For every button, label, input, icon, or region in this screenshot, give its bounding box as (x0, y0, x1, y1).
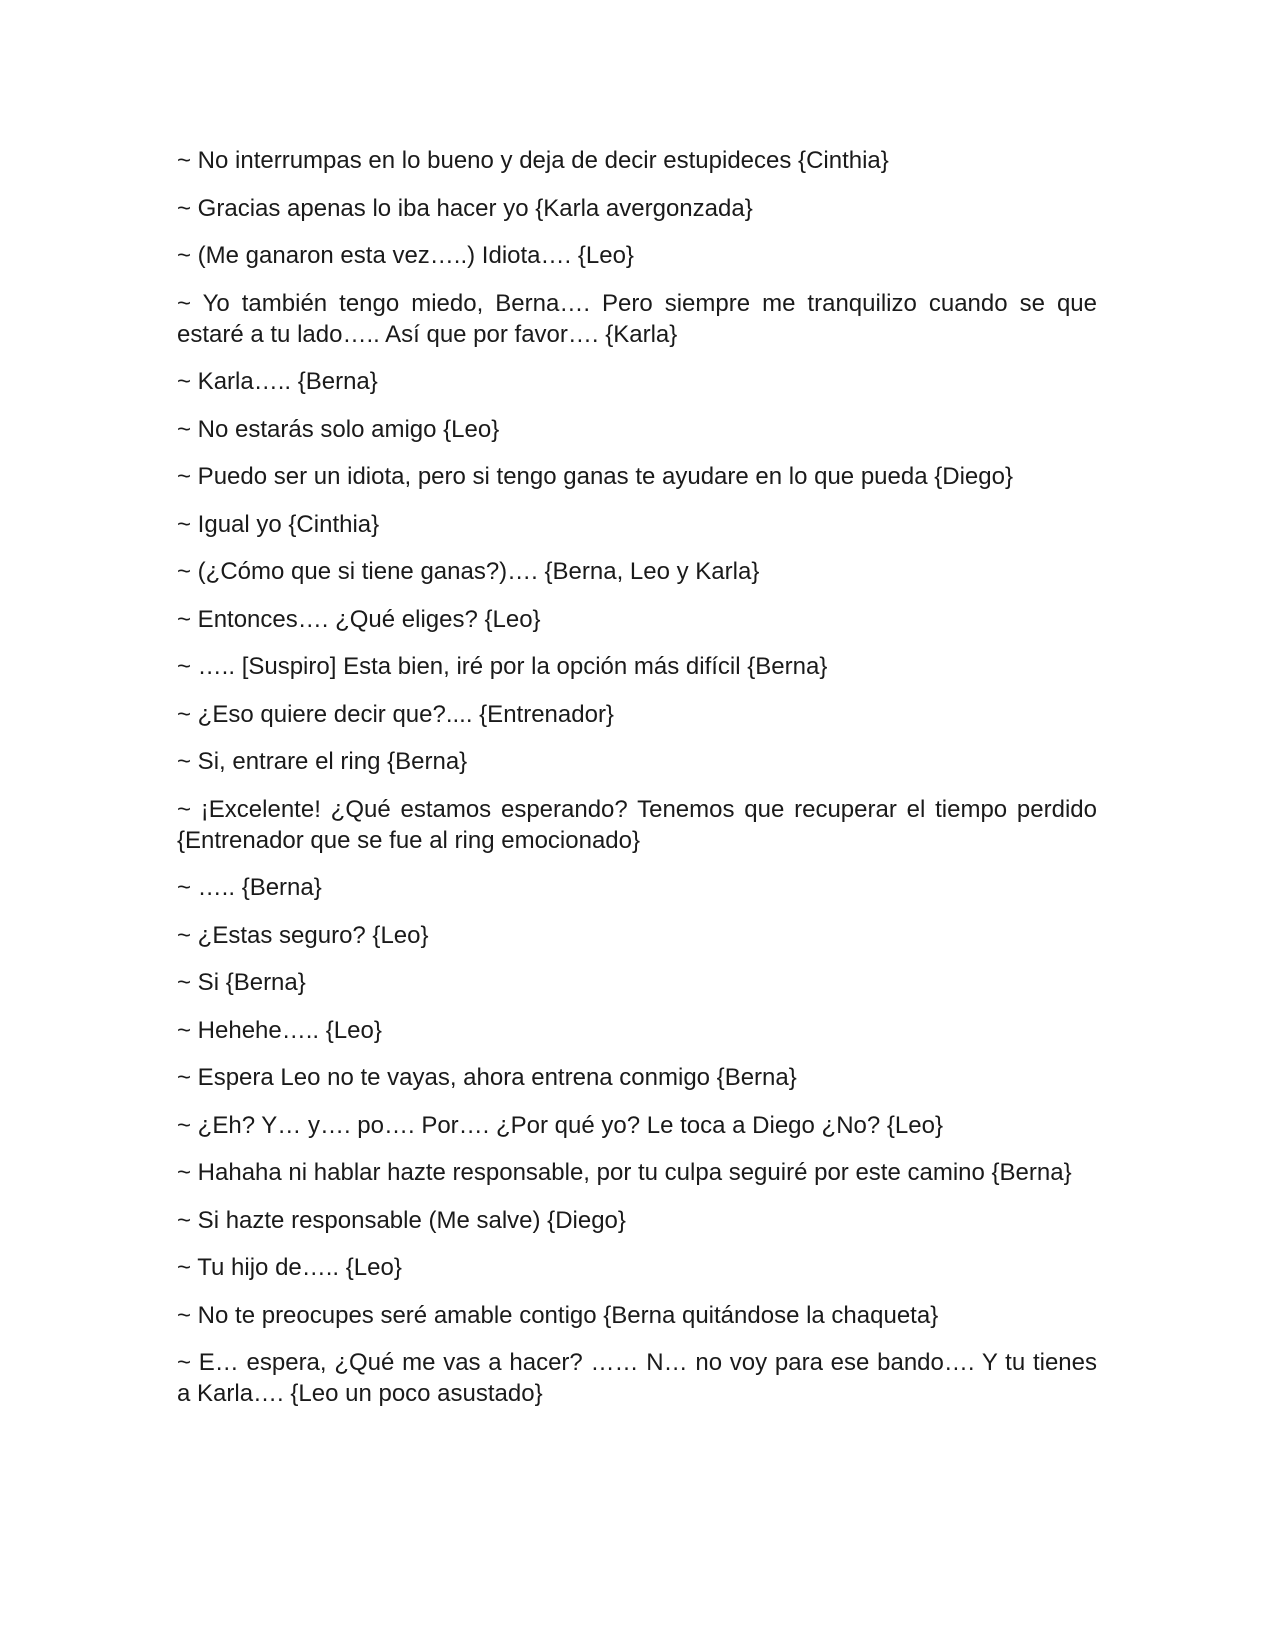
dialogue-line: ~ Entonces…. ¿Qué eliges? {Leo} (177, 605, 541, 633)
dialogue-line: ~ Hehehe….. {Leo} (177, 1016, 382, 1044)
dialogue-line: ~ E… espera, ¿Qué me vas a hacer? …… N… no voy para ese bando…. Y tu tienes a Karla…. {Leo un poco asustado} (177, 1349, 1097, 1407)
dialogue-line: ~ (Me ganaron esta vez…..) Idiota…. {Leo} (177, 242, 634, 269)
dialogue-line: ~ ….. {Berna} (177, 874, 322, 901)
dialogue-line: ~ Si, entrare el ring {Berna} (177, 748, 468, 775)
dialogue-line: ~ ¿Estas seguro? {Leo} (177, 921, 429, 949)
dialogue-line: ~ Hahaha ni hablar hazte responsable, por tu culpa seguiré por este camino {Berna} (177, 1159, 1072, 1186)
dialogue-line: ~ Karla….. {Berna} (177, 368, 378, 395)
dialogue-line: ~ ¡Excelente! ¿Qué estamos esperando? Tenemos que recuperar el tiempo perdido {Entrenador que se fue al ring emocionado} (177, 795, 1097, 854)
dialogue-line: ~ ….. [Suspiro] Esta bien, iré por la opción más difícil {Berna} (177, 653, 828, 680)
dialogue-line: ~ Tu hijo de….. {Leo} (177, 1254, 402, 1281)
dialogue-line: ~ No estarás solo amigo {Leo} (177, 415, 500, 443)
dialogue-line: ~ Yo también tengo miedo, Berna…. Pero siempre me tranquilizo cuando se que estaré a tu lado….. Así que por favor…. {Karla} (177, 289, 1097, 348)
dialogue-line: ~ Puedo ser un idiota, pero si tengo ganas te ayudare en lo que pueda {Diego} (177, 463, 1013, 490)
dialogue-line: ~ ¿Eso quiere decir que?.... {Entrenador} (177, 700, 614, 728)
dialogue-line: ~ (¿Cómo que si tiene ganas?)…. {Berna, Leo y Karla} (177, 558, 760, 585)
dialogue-line: ~ ¿Eh? Y… y…. po…. Por…. ¿Por qué yo? Le toca a Diego ¿No? {Leo} (177, 1111, 943, 1139)
dialogue-line: ~ Si hazte responsable (Me salve) {Diego} (177, 1206, 626, 1234)
dialogue-line: ~ Si {Berna} (177, 969, 306, 996)
dialogue-line: ~ No interrumpas en lo bueno y deja de decir estupideces {Cinthia} (177, 147, 889, 174)
dialogue-line: ~ Gracias apenas lo iba hacer yo {Karla avergonzada} (177, 194, 753, 222)
dialogue-line: ~ No te preocupes seré amable contigo {Berna quitándose la chaqueta} (177, 1301, 939, 1329)
dialogue-line: ~ Igual yo {Cinthia} (177, 510, 380, 538)
dialogue-line: ~ Espera Leo no te vayas, ahora entrena conmigo {Berna} (177, 1064, 797, 1091)
dialogue-text (177, 145, 1097, 1426)
